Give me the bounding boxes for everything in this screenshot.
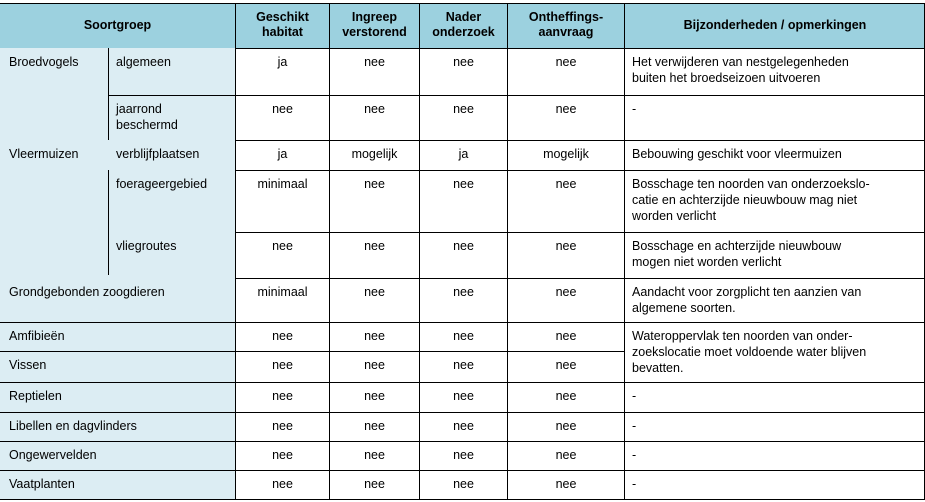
grid-line-vertical bbox=[419, 3, 420, 500]
habitat-cell: nee bbox=[272, 419, 293, 433]
ontheffing-cell: nee bbox=[555, 329, 577, 343]
nader-cell: nee bbox=[453, 285, 474, 299]
header-ontheffing-label: Ontheffings- aanvraag bbox=[528, 10, 604, 39]
group-cell: Vaatplanten bbox=[9, 477, 75, 491]
ontheffing-cell: mogelijk bbox=[543, 147, 589, 161]
habitat-cell: nee bbox=[272, 102, 293, 116]
opmerking-cell: Wateroppervlak ten noorden van onder- zoekslocatie moet voldoende water blijven bevatten. bbox=[632, 329, 867, 375]
ingreep-cell: nee bbox=[364, 448, 385, 462]
header-soortgroep-label: Soortgroep bbox=[83, 17, 152, 32]
ingreep-cell: nee bbox=[364, 177, 385, 191]
ontheffing-cell: nee bbox=[555, 419, 577, 433]
header-nader-label: Nader onderzoek bbox=[432, 10, 495, 39]
nader-cell: nee bbox=[453, 358, 474, 372]
habitat-cell: nee bbox=[272, 448, 293, 462]
nader-cell: nee bbox=[453, 477, 474, 491]
group-cell: Vleermuizen bbox=[9, 147, 79, 161]
grid-line-vertical bbox=[235, 3, 236, 500]
grid-line-horizontal bbox=[235, 170, 925, 171]
ontheffing-cell: nee bbox=[555, 239, 577, 253]
ingreep-cell: nee bbox=[364, 389, 385, 403]
header-habitat bbox=[236, 4, 329, 48]
habitat-cell: nee bbox=[272, 389, 293, 403]
grid-line-horizontal bbox=[0, 499, 925, 500]
grid-line-horizontal bbox=[108, 95, 925, 96]
opmerking-cell: - bbox=[632, 389, 637, 403]
header-opmerkingen-label: Bijzonderheden / opmerkingen bbox=[683, 17, 867, 32]
opmerking-cell: Aandacht voor zorgplicht ten aanzien van algemene soorten. bbox=[632, 285, 862, 315]
header-habitat-label: Geschikt habitat bbox=[256, 10, 309, 39]
ontheffing-cell: nee bbox=[555, 389, 577, 403]
opmerking-cell: Bebouwing geschikt voor vleermuizen bbox=[632, 147, 842, 161]
grid-line-horizontal bbox=[235, 278, 925, 279]
habitat-cell: nee bbox=[272, 358, 293, 372]
nader-cell: nee bbox=[453, 419, 474, 433]
table-header bbox=[0, 3, 925, 49]
ingreep-cell: nee bbox=[364, 329, 385, 343]
ontheffing-cell: nee bbox=[555, 285, 577, 299]
nader-cell: nee bbox=[453, 239, 474, 253]
subgroup-cell: verblijfplaatsen bbox=[116, 147, 200, 161]
nader-cell: nee bbox=[453, 389, 474, 403]
opmerking-cell: - bbox=[632, 419, 637, 433]
nader-cell: nee bbox=[453, 177, 474, 191]
ontheffing-cell: nee bbox=[555, 448, 577, 462]
group-cell: Ongewervelden bbox=[9, 448, 97, 462]
nader-cell: ja bbox=[458, 147, 469, 161]
ingreep-cell: nee bbox=[364, 358, 385, 372]
habitat-cell: nee bbox=[272, 329, 293, 343]
subgroup-cell: foerageergebied bbox=[116, 177, 208, 191]
grid-line-horizontal bbox=[0, 351, 624, 352]
ingreep-cell: nee bbox=[364, 285, 385, 299]
opmerking-cell: - bbox=[632, 448, 637, 462]
grid-line-vertical bbox=[108, 48, 109, 140]
habitat-cell: ja bbox=[277, 55, 288, 69]
nader-cell: nee bbox=[453, 448, 474, 462]
grid-line-horizontal bbox=[0, 412, 925, 413]
group-cell: Grondgebonden zoogdieren bbox=[9, 285, 165, 299]
subgroup-cell: vliegroutes bbox=[116, 239, 177, 253]
opmerking-cell: Bosschage en achterzijde nieuwbouw mogen niet worden verlicht bbox=[632, 239, 842, 269]
header-soortgroep bbox=[0, 4, 235, 48]
group-cell: Reptielen bbox=[9, 389, 62, 403]
grid-line-vertical bbox=[329, 3, 330, 500]
ingreep-cell: mogelijk bbox=[351, 147, 398, 161]
grid-line-horizontal bbox=[0, 470, 925, 471]
ingreep-cell: nee bbox=[364, 477, 385, 491]
habitat-cell: ja bbox=[277, 147, 288, 161]
header-ingreep-label: Ingreep verstorend bbox=[342, 10, 407, 39]
header-nader bbox=[420, 4, 507, 48]
header-ontheffing bbox=[508, 4, 624, 48]
opmerking-cell: - bbox=[632, 477, 637, 491]
header-opmerkingen bbox=[625, 4, 925, 48]
ontheffing-cell: nee bbox=[555, 477, 577, 491]
group-cell: Vissen bbox=[9, 358, 47, 372]
opmerking-cell: Het verwijderen van nestgelegenheden buiten het broedseizoen uitvoeren bbox=[632, 55, 849, 85]
grid-line-horizontal bbox=[0, 441, 925, 442]
ingreep-cell: nee bbox=[364, 239, 385, 253]
ontheffing-cell: nee bbox=[555, 55, 577, 69]
header-ingreep bbox=[330, 4, 419, 48]
group-cell: Broedvogels bbox=[9, 55, 79, 69]
subgroup-cell: algemeen bbox=[116, 55, 171, 69]
grid-line-vertical bbox=[624, 3, 625, 500]
group-cell: Libellen en dagvlinders bbox=[9, 419, 137, 433]
opmerking-cell: - bbox=[632, 102, 637, 116]
habitat-cell: minimaal bbox=[257, 285, 308, 299]
ontheffing-cell: nee bbox=[555, 358, 577, 372]
ontheffing-cell: nee bbox=[555, 102, 577, 116]
grid-line-horizontal bbox=[0, 322, 925, 323]
nader-cell: nee bbox=[453, 55, 474, 69]
grid-line-horizontal bbox=[0, 382, 925, 383]
nader-cell: nee bbox=[453, 102, 474, 116]
opmerking-cell: Bosschage ten noorden van onderzoekslo- catie en achterzijde nieuwbouw mag niet worden verlicht bbox=[632, 177, 870, 223]
habitat-cell: nee bbox=[272, 477, 293, 491]
group-cell: Amfibieën bbox=[9, 329, 65, 343]
ingreep-cell: nee bbox=[364, 102, 385, 116]
habitat-cell: minimaal bbox=[257, 177, 308, 191]
grid-line-vertical bbox=[108, 170, 109, 275]
grid-line-horizontal bbox=[235, 232, 925, 233]
grid-line-horizontal bbox=[235, 140, 925, 141]
grid-line-vertical bbox=[507, 3, 508, 500]
nader-cell: nee bbox=[453, 329, 474, 343]
subgroup-cell: jaarrond beschermd bbox=[116, 102, 178, 132]
habitat-cell: nee bbox=[272, 239, 293, 253]
ingreep-cell: nee bbox=[364, 419, 385, 433]
ontheffing-cell: nee bbox=[555, 177, 577, 191]
ingreep-cell: nee bbox=[364, 55, 385, 69]
